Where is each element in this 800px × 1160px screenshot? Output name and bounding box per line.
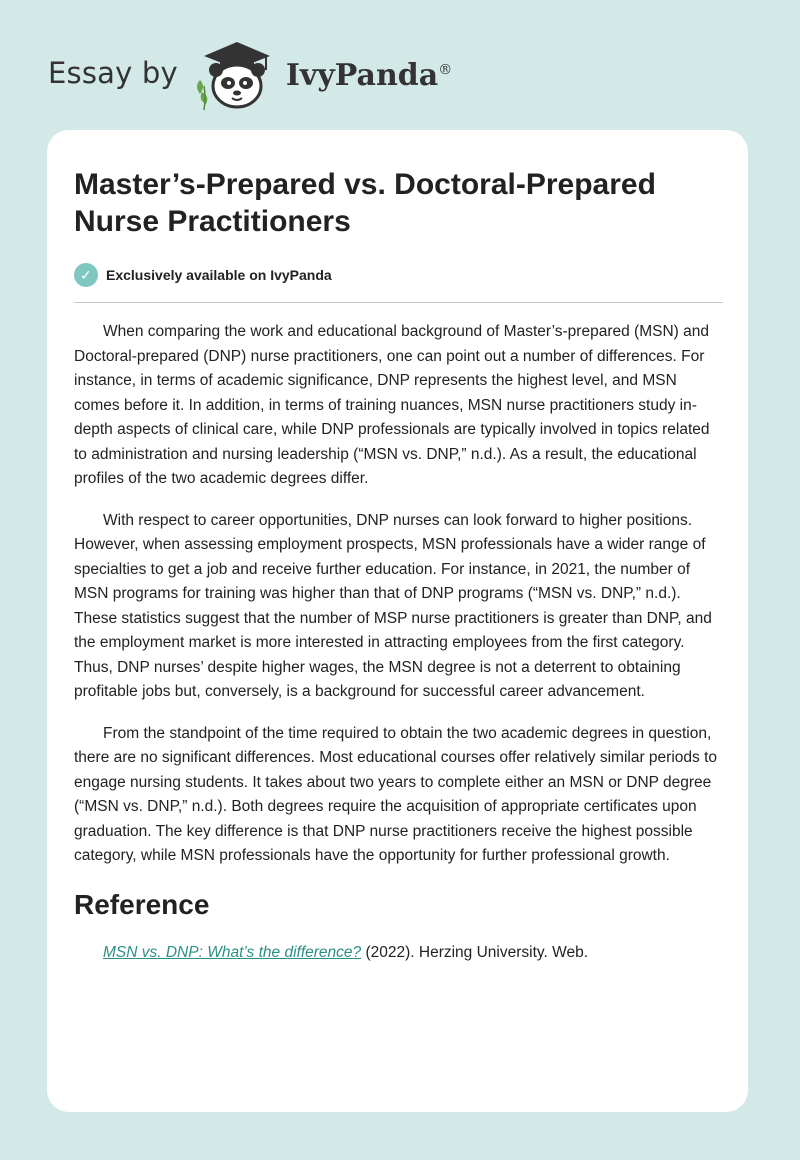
ivypanda-logo-icon xyxy=(192,36,282,112)
exclusive-badge xyxy=(74,263,332,287)
site-header xyxy=(48,34,568,114)
brand-text: IvyPanda xyxy=(285,57,439,93)
brand-name xyxy=(286,58,452,93)
paragraph-3: From the standpoint of the time required to obtain the two academic degrees in question, there are no significant differences. Most educational courses offer relatively similar periods to engage nursing students. It takes about two years to complete either an MSN or DNP degree (“MSN vs. DNP,” n.d.). Both degrees require the acquisition of appropriate certificates upon graduation. The key difference is that DNP nurse practitioners receive the highest possible category, while MSN professionals have the opportunity for further professional growth. xyxy=(74,724,718,864)
check-icon: ✓ xyxy=(74,263,98,287)
divider xyxy=(74,302,723,303)
essay-card xyxy=(47,130,748,1112)
essay-body xyxy=(74,320,723,965)
page-title: Master’s-Prepared vs. Doctoral-Prepared Nurse Practitioners xyxy=(74,168,656,238)
reference-heading: Reference xyxy=(74,888,210,920)
trademark-symbol: ® xyxy=(438,61,453,78)
reference-details: (2022). Herzing University. Web. xyxy=(361,943,588,961)
exclusive-badge-label: Exclusively available on IvyPanda xyxy=(106,267,332,283)
reference-link[interactable]: MSN vs. DNP: What’s the difference? xyxy=(103,943,362,961)
paragraph-1: When comparing the work and educational background of Master’s-prepared (MSN) and Doctoral-prepared (DNP) nurse practitioners, one can point out a number of differences. For instance, in terms of academic significance, DNP represents the highest level, and MSN comes before it. In addition, in terms of training nuances, MSN nurse practitioners study in-depth aspects of clinical care, while DNP professionals are typically involved in topics related to administration and nursing leadership (“MSN vs. DNP,” n.d.). As a result, the educational profiles of the two academic degrees differ. xyxy=(74,323,710,487)
essay-by-label: Essay by xyxy=(48,56,178,90)
reference-item xyxy=(74,941,723,965)
paragraph-2: With respect to career opportunities, DNP nurses can look forward to higher positions. However, when assessing employment prospects, MSN professionals have a wider range of specialties to get a job and receive further education. For instance, in 2021, the number of MSN programs for training was higher than that of DNP programs (“MSN vs. DNP,” n.d.). These statistics suggest that the number of MSP nurse practitioners is greater than DNP, and the employment market is more interested in attracting employees from the first category. Thus, DNP nurses’ despite higher wages, the MSN degree is not a deterrent to obtaining profitable jobs but, conversely, is a background for successful career advancement. xyxy=(74,511,712,700)
